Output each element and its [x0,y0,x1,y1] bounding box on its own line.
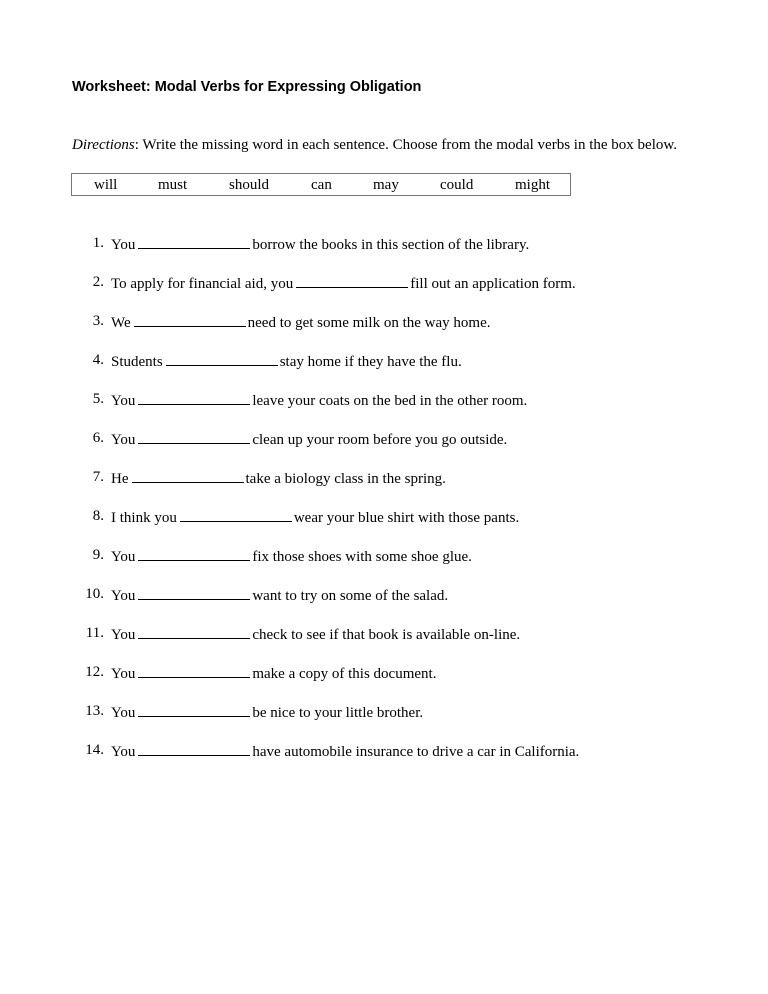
item-number: 13. [85,703,104,719]
item-text-before: He [111,471,129,487]
item-text-before: You [111,705,136,721]
answer-blank[interactable] [138,742,250,756]
item-text-before: You [111,627,136,643]
answer-blank[interactable] [132,469,244,483]
word-bank-box [71,173,571,196]
answer-blank[interactable] [138,664,250,678]
item-text-after: have automobile insurance to drive a car in California. [252,744,580,760]
item-number: 5. [92,391,104,407]
item-text-after: be nice to your little brother. [252,705,424,721]
item-text-after: clean up your room before you go outside. [252,432,508,448]
item-text-after: take a biology class in the spring. [245,471,446,487]
word-bank-item: will [94,177,118,193]
item-number: 4. [92,352,104,368]
item-text-after: make a copy of this document. [252,666,437,682]
item-text-before: You [111,393,136,409]
item-text-after: fill out an application form. [410,276,576,292]
answer-blank[interactable] [138,235,250,249]
word-bank-item: might [515,177,551,193]
item-text-before: You [111,588,136,604]
item-number: 7. [92,469,104,485]
item-number: 9. [92,547,104,563]
item-text-after: check to see if that book is available on-line. [252,627,521,643]
item-number: 3. [92,313,104,329]
item-text-after: leave your coats on the bed in the other room. [252,393,528,409]
item-text-after: borrow the books in this section of the library. [252,237,530,253]
item-text-after: stay home if they have the flu. [279,354,462,370]
answer-blank[interactable] [138,547,250,561]
item-number: 11. [85,625,104,641]
item-text-before: You [111,549,136,565]
answer-blank[interactable] [296,274,408,288]
item-number: 1. [92,235,104,251]
item-number: 14. [85,742,104,758]
answer-blank[interactable] [134,313,246,327]
item-text-before: I think you [111,510,177,526]
word-bank-item: could [440,177,474,193]
answer-blank[interactable] [138,625,250,639]
item-text-before: You [111,432,136,448]
answer-blank[interactable] [138,586,250,600]
directions-label: Directions [72,137,135,153]
item-number: 2. [92,274,104,290]
item-text-after: wear your blue shirt with those pants. [293,510,520,526]
answer-blank[interactable] [138,703,250,717]
item-number: 10. [85,586,104,602]
answer-blank[interactable] [180,508,292,522]
item-text-after: fix those shoes with some shoe glue. [252,549,472,565]
worksheet-title: Worksheet: Modal Verbs for Expressing Obligation [72,79,422,95]
item-text-after: need to get some milk on the way home. [247,315,491,331]
directions-text: : Write the missing word in each sentence. Choose from the modal verbs in the box below. [134,137,677,153]
word-bank-item: may [373,177,399,193]
word-bank-item: should [229,177,270,193]
item-text-before: We [111,315,131,331]
word-bank-item: can [311,177,332,193]
item-text-before: You [111,666,136,682]
item-text-before: Students [111,354,163,370]
answer-blank[interactable] [138,430,250,444]
item-number: 12. [85,664,104,680]
item-number: 8. [92,508,104,524]
item-number: 6. [92,430,104,446]
item-text-before: You [111,744,136,760]
item-text-after: want to try on some of the salad. [252,588,449,604]
word-bank-item: must [158,177,188,193]
item-text-before: To apply for financial aid, you [111,276,294,292]
answer-blank[interactable] [166,352,278,366]
answer-blank[interactable] [138,391,250,405]
item-text-before: You [111,237,136,253]
directions [72,137,677,154]
